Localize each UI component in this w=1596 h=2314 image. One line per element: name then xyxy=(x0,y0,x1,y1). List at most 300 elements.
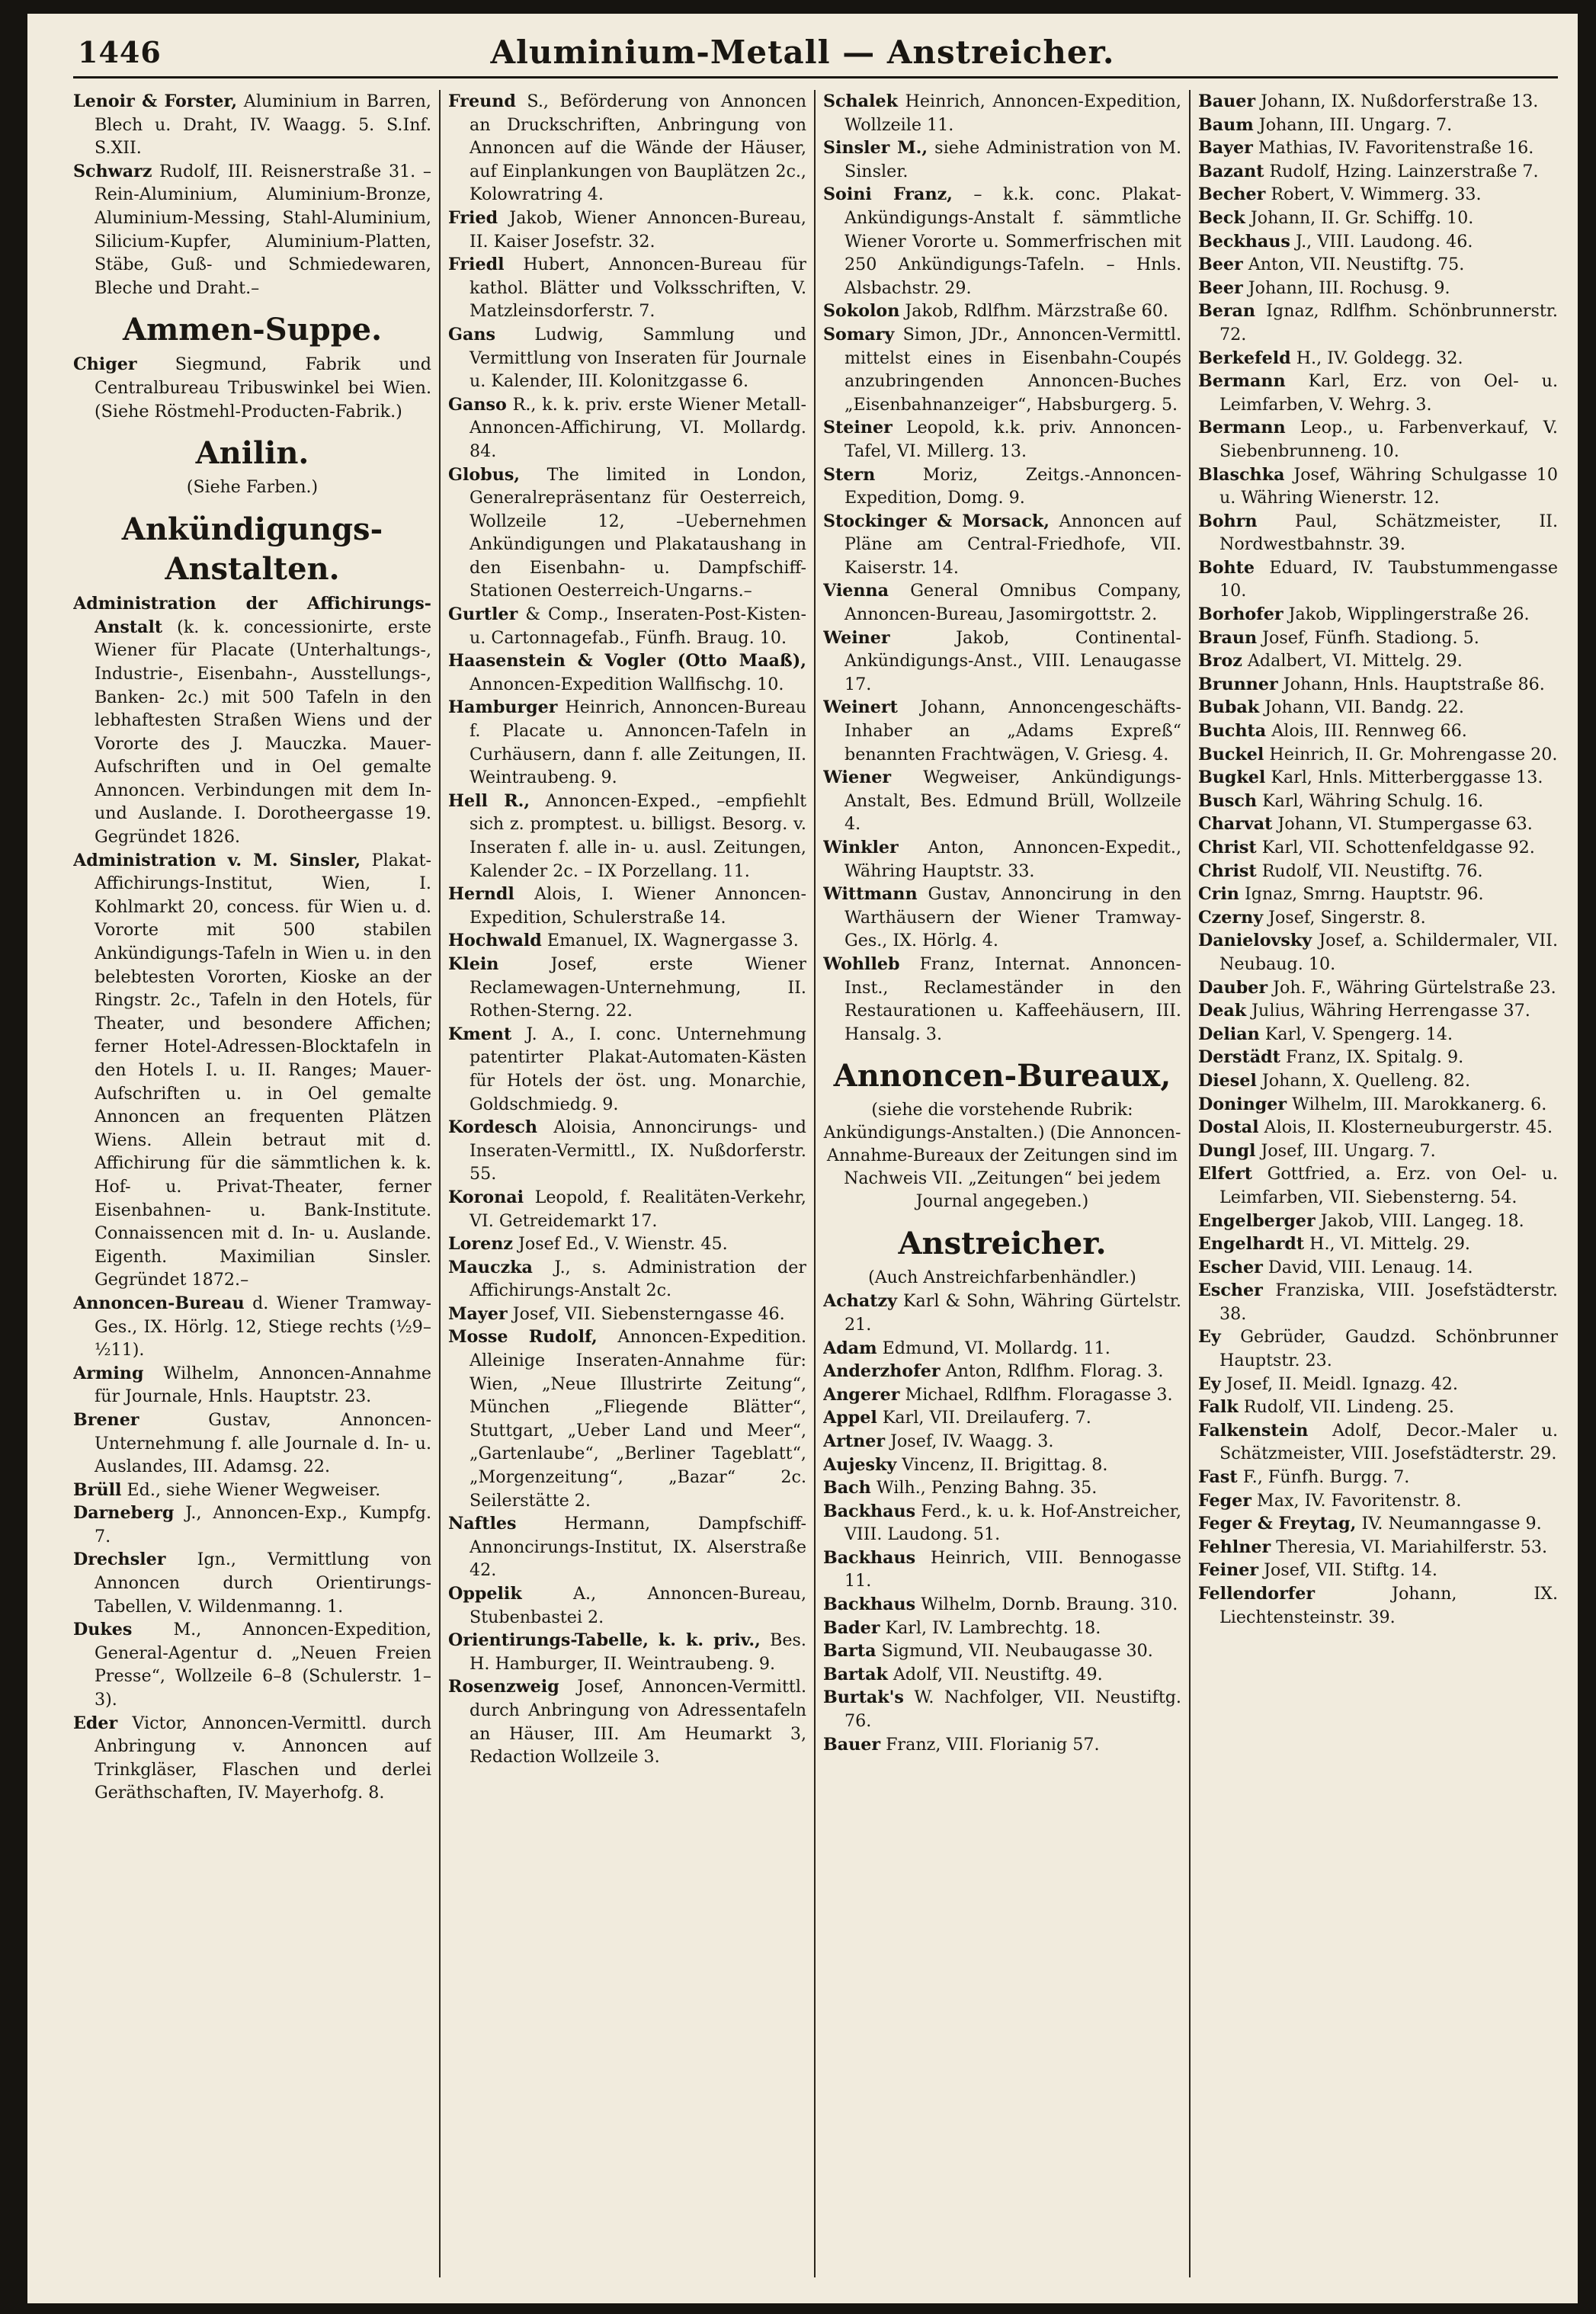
directory-entry xyxy=(448,1186,806,1232)
directory-entry xyxy=(448,790,806,883)
directory-entry xyxy=(73,90,431,160)
column-divider xyxy=(814,90,816,2277)
entry-details: Siegmund, Fabrik und Centralbureau Tribuswinkel bei Wien. (Siehe Röstmehl-Producten-Fabrik.) xyxy=(95,354,431,421)
page-number: 1446 xyxy=(78,35,162,69)
directory-entry xyxy=(1198,627,1558,650)
entry-name: Escher xyxy=(1198,1280,1263,1301)
entry-details: Gebrüder, Gaudzd. Schönbrunner Hauptstr. 23. xyxy=(1219,1327,1558,1371)
entry-name: Wiener xyxy=(823,768,892,788)
directory-entry xyxy=(448,1023,806,1116)
directory-entry xyxy=(1198,253,1558,277)
entry-details: Adolf, Decor.-Maler u. Schätzmeister, VIII. Josefstädterstr. 29. xyxy=(1219,1420,1558,1464)
page-title: Aluminium-Metall — Anstreicher. xyxy=(490,34,1115,71)
entry-details: Josef Ed., V. Wienstr. 45. xyxy=(512,1234,728,1255)
directory-entry xyxy=(1198,1582,1558,1629)
directory-entry xyxy=(823,510,1181,580)
entry-details: Theresia, VI. Mariahilferstr. 53. xyxy=(1271,1537,1548,1557)
entry-name: Buckel xyxy=(1198,744,1264,764)
entry-details: Josef, Singerstr. 8. xyxy=(1263,907,1426,928)
entry-name: Haasenstein & Vogler (Otto Maaß), xyxy=(448,651,806,671)
entry-name: Hell R., xyxy=(448,790,530,811)
directory-entry xyxy=(1198,812,1558,836)
entry-name: Wittmann xyxy=(823,884,918,905)
entry-details: R., k. k. priv. erste Wiener Metall-Annoncen-Affichirung, VI. Mollardg. 84. xyxy=(470,394,806,461)
entry-name: Chiger xyxy=(73,354,137,375)
entry-name: Gans xyxy=(448,324,495,345)
entry-details: Ludwig, Sammlung und Vermittlung von Inseraten für Journale u. Kalender, III. Kolonitzgasse 6. xyxy=(470,324,806,392)
directory-entry xyxy=(448,1325,806,1512)
entry-name: Bartak xyxy=(823,1664,888,1684)
directory-entry xyxy=(1198,1419,1558,1466)
entry-details: Josef, VII. Siebensterngasse 46. xyxy=(507,1303,785,1324)
entry-name: Beran xyxy=(1198,301,1256,322)
entry-name: Administration der Affichirungs-Anstalt xyxy=(73,594,431,637)
section-heading: Anilin. xyxy=(195,435,309,472)
directory-entry xyxy=(823,1430,1181,1453)
running-header xyxy=(27,29,1578,72)
entry-name: Deak xyxy=(1198,1001,1247,1021)
directory-entry xyxy=(1198,1489,1558,1513)
entry-details: Johann, X. Quelleng. 82. xyxy=(1256,1070,1471,1091)
entry-name: Dostal xyxy=(1198,1117,1259,1138)
entry-name: Falkenstein xyxy=(1198,1420,1309,1441)
directory-entry xyxy=(823,416,1181,463)
directory-entry xyxy=(823,1593,1181,1617)
entry-details: Hermann, Dampfschiff-Annoncirungs-Institut, IX. Alserstraße 42. xyxy=(470,1514,806,1581)
entry-details: Rudolf, III. Reisnerstraße 31. –Rein-Aluminium, Aluminium-Bronze, Aluminium-Messing, Stahl-Aluminium, Silicium-Kupfer, Aluminium-Platten, Stäbe, Guß- und Schmiedewaren, Bleche und Draht.– xyxy=(95,161,431,298)
directory-entry xyxy=(823,1663,1181,1687)
directory-entry xyxy=(1198,300,1558,346)
entry-name: Globus, xyxy=(448,464,521,485)
entry-name: Engelhardt xyxy=(1198,1234,1305,1255)
entry-name: Bermann xyxy=(1198,371,1286,392)
entry-name: Brüll xyxy=(73,1479,122,1500)
entry-details: d. Wiener Tramway-Ges., IX. Hörlg. 12, Stiege rechts (½9–½11). xyxy=(95,1293,431,1361)
entry-name: Kment xyxy=(448,1024,512,1044)
directory-entry xyxy=(448,1232,806,1256)
entry-details: J., s. Administration der Affichirungs-Anstalt 2c. xyxy=(470,1257,806,1301)
entry-details: A., Annoncen-Bureau, Stubenbastei 2. xyxy=(470,1584,806,1627)
entry-details: Ferd., k. u. k. Hof-Anstreicher, VIII. Laudong. 51. xyxy=(844,1501,1181,1545)
entry-details: Karl, Hnls. Mitterberggasse 13. xyxy=(1265,768,1543,788)
directory-entry xyxy=(1198,976,1558,1000)
entry-details: Jakob, Wipplingerstraße 26. xyxy=(1283,604,1530,625)
directory-entry xyxy=(823,136,1181,183)
directory-entry xyxy=(1198,1023,1558,1046)
entry-name: Friedl xyxy=(448,255,505,275)
directory-entry xyxy=(823,836,1181,883)
directory-entry xyxy=(823,1290,1181,1336)
entry-name: Christ xyxy=(1198,838,1257,857)
entry-details: Alois, II. Klosterneuburgerstr. 45. xyxy=(1258,1117,1553,1138)
entry-name: Winkler xyxy=(823,838,899,857)
entry-name: Blaschka xyxy=(1198,464,1285,485)
entry-name: Bugkel xyxy=(1198,768,1266,788)
entry-name: Lorenz xyxy=(448,1234,513,1255)
entry-details: W. Nachfolger, VII. Neustiftg. 76. xyxy=(844,1687,1181,1732)
entry-details: Karl, Erz. von Oel- u. Leimfarben, V. Wehrg. 3. xyxy=(1219,371,1558,415)
directory-entry xyxy=(1198,1162,1558,1209)
directory-entry xyxy=(448,1512,806,1582)
entry-name: Broz xyxy=(1198,651,1242,671)
entry-name: Beer xyxy=(1198,277,1243,298)
entry-details: – k.k. conc. Plakat-Ankündigungs-Anstalt f. sämmtliche Wiener Vororte u. Sommerfrischen mit 250 Ankündigungs-Tafeln. – Hnls. Alsbachstr. 29. xyxy=(844,184,1181,298)
entry-name: Artner xyxy=(823,1431,886,1451)
entry-details: Leopold, f. Realitäten-Verkehr, VI. Getreidemarkt 17. xyxy=(470,1187,806,1231)
entry-details: J. A., I. conc. Unternehmung patentirter Plakat-Automaten-Kästen für Hotels der öst. ung. Monarchie, Goldschmiedg. 9. xyxy=(470,1024,806,1114)
directory-entry xyxy=(1198,1093,1558,1117)
entry-details: Joh. F., Währing Gürtelstraße 23. xyxy=(1268,977,1556,998)
directory-entry xyxy=(73,592,431,849)
entry-details: Gustav, Annoncen-Unternehmung f. alle Journale d. In- u. Auslandes, III. Adamsg. 22. xyxy=(95,1409,431,1477)
directory-entry xyxy=(1198,790,1558,813)
entry-name: Vienna xyxy=(823,581,889,601)
entry-details: Leopold, k.k. priv. Annoncen-Tafel, VI. Millerg. 13. xyxy=(844,418,1181,461)
entry-name: Beckhaus xyxy=(1198,231,1290,252)
entry-details: J., VIII. Laudong. 46. xyxy=(1290,231,1473,252)
entry-name: Klein xyxy=(448,953,499,974)
entry-name: Charvat xyxy=(1198,814,1273,835)
entry-details: Johann, IX. Nußdorferstraße 13. xyxy=(1255,91,1539,111)
entry-details: J., Annoncen-Exp., Kumpfg. 7. xyxy=(95,1503,431,1546)
entry-details: Rudolf, VII. Neustiftg. 76. xyxy=(1256,861,1483,881)
entry-name: Gurtler xyxy=(448,604,518,625)
directory-entry xyxy=(823,1337,1181,1361)
entry-details: Rudolf, Hzing. Lainzerstraße 7. xyxy=(1264,161,1539,181)
entry-name: Backhaus xyxy=(823,1547,916,1568)
entry-details: Anton, Rdlfhm. Florag. 3. xyxy=(940,1361,1164,1382)
directory-entry xyxy=(1198,277,1558,300)
entry-name: Ey xyxy=(1198,1373,1221,1394)
entry-details: Heinrich, II. Gr. Mohrengasse 20. xyxy=(1264,744,1558,764)
directory-entry xyxy=(1198,1396,1558,1419)
entry-name: Stockinger & Morsack, xyxy=(823,511,1050,531)
directory-entry xyxy=(73,849,431,1292)
directory-entry xyxy=(448,696,806,789)
entry-details: Wilhelm, Annoncen-Annahme für Journale, Hnls. Hauptstr. 23. xyxy=(95,1363,431,1407)
entry-details: Edmund, VI. Mollardg. 11. xyxy=(877,1338,1110,1358)
directory-entry xyxy=(823,883,1181,953)
entry-name: Doninger xyxy=(1198,1094,1287,1114)
entry-name: Koronai xyxy=(448,1187,524,1207)
entry-details: Adalbert, VI. Mittelg. 29. xyxy=(1242,651,1463,671)
entry-details: Ed., siehe Wiener Wegweiser. xyxy=(121,1479,381,1500)
entry-name: Bader xyxy=(823,1617,880,1638)
directory-entry xyxy=(1198,836,1558,860)
entry-name: Borhofer xyxy=(1198,604,1284,625)
directory-entry xyxy=(823,1733,1181,1757)
entry-name: Brener xyxy=(73,1409,139,1430)
entry-name: Engelberger xyxy=(1198,1210,1316,1231)
entry-details: Gottfried, a. Erz. von Oel- u. Leimfarben, VII. Siebensterng. 54. xyxy=(1219,1164,1558,1207)
directory-entry xyxy=(1198,603,1558,627)
directory-entry xyxy=(823,1360,1181,1383)
section-note: (Siehe Farben.) xyxy=(186,478,319,498)
entry-details: Franziska, VIII. Josefstädterstr. 38. xyxy=(1219,1280,1558,1324)
entry-details: Plakat-Affichirungs-Institut, Wien, I. Kohlmarkt 20, concess. für Wien u. d. Vororte mit 500 stabilen Ankündigungs-Tafeln in Wien u. in den belebtesten Vororten, Kioske an der Ringstr. 2c., Tafeln in den Hotels, für Theater, und besondere Affichen; ferner Hotel-Adressen-Blocktafeln in den Hotels I. u. II. Ranges; Mauer-Aufschriften u. in Oel gemalte Annoncen an frequenten Plätzen Wiens. Allein betraut mit d. Affichirung für die sämmtlichen k. k. Hof- u. Privat-Theater, ferner Eisenbahnen- u. Bank-Institute. Connaissencen mit d. In- u. Auslande. Eigenth. Maximilian Sinsler. Gegründet 1872.– xyxy=(95,850,431,1290)
entry-details: Aloisia, Annoncirungs- und Inseraten-Vermittl., IX. Nußdorferstr. 55. xyxy=(470,1117,806,1184)
directory-entry xyxy=(1198,743,1558,767)
directory-entry xyxy=(823,300,1181,323)
entry-name: Bazant xyxy=(1198,161,1264,181)
directory-entry xyxy=(1198,556,1558,603)
entry-details: Josef, a. Schildermaler, VII. Neubaug. 10. xyxy=(1219,931,1558,974)
entry-name: Dungl xyxy=(1198,1140,1256,1161)
directory-entry xyxy=(1198,1139,1558,1163)
entry-details: Karl, Währing Schulg. 16. xyxy=(1257,790,1484,811)
entry-name: Arming xyxy=(73,1363,144,1383)
entry-name: Weinert xyxy=(823,697,898,718)
entry-name: Backhaus xyxy=(823,1501,916,1521)
directory-entry xyxy=(1198,370,1558,416)
directory-entry xyxy=(448,90,806,207)
entry-name: Bubak xyxy=(1198,697,1260,718)
entry-details: Rudolf, VII. Lindeng. 25. xyxy=(1238,1397,1454,1418)
entry-details: Johann, Hnls. Hauptstraße 86. xyxy=(1277,674,1545,694)
entry-details: Karl, IV. Lambrechtg. 18. xyxy=(880,1617,1101,1638)
directory-entry xyxy=(1198,1279,1558,1325)
directory-entry xyxy=(448,649,806,696)
directory-entry xyxy=(1198,906,1558,930)
entry-details: Karl, V. Spengerg. 14. xyxy=(1259,1024,1453,1044)
section-heading: Ankündigungs-Anstalten. xyxy=(121,511,383,588)
directory-entry xyxy=(1198,1512,1558,1536)
directory-entry xyxy=(1198,160,1558,184)
entry-name: Brunner xyxy=(1198,674,1278,694)
directory-entry xyxy=(448,929,806,953)
entry-details: Anton, Annoncen-Expedit., Währing Hauptstr. 33. xyxy=(844,838,1181,881)
entry-details: Heinrich, VIII. Bennogasse 11. xyxy=(844,1547,1181,1591)
directory-entry xyxy=(1198,673,1558,697)
entry-details: Wilhelm, Dornb. Braung. 310. xyxy=(915,1594,1178,1615)
directory-entry xyxy=(823,183,1181,300)
entry-name: Delian xyxy=(1198,1024,1260,1044)
directory-entry xyxy=(1198,1069,1558,1093)
entry-details: M., Annoncen-Expedition, General-Agentur d. „Neuen Freien Presse“, Wollzeile 6–8 (Schulerstr. 1–3). xyxy=(95,1620,431,1710)
directory-entry xyxy=(823,1476,1181,1500)
entry-details: Alois, I. Wiener Annoncen-Expedition, Schulerstraße 14. xyxy=(470,884,806,928)
entry-details: Josef, erste Wiener Reclamewagen-Unternehmung, II. Rothen-Sterng. 22. xyxy=(470,953,806,1021)
entry-details: H., VI. Mittelg. 29. xyxy=(1304,1234,1470,1255)
entry-name: Burtak's xyxy=(823,1687,904,1708)
directory-entry xyxy=(448,883,806,929)
entry-name: Bauer xyxy=(823,1734,881,1755)
entry-name: Derstädt xyxy=(1198,1047,1280,1068)
entry-name: Annoncen-Bureau xyxy=(73,1293,245,1313)
directory-entry xyxy=(1198,1466,1558,1489)
directory-entry xyxy=(823,627,1181,697)
entry-name: Somary xyxy=(823,324,895,345)
directory-entry xyxy=(73,160,431,300)
entry-name: Buchta xyxy=(1198,721,1267,742)
directory-entry xyxy=(823,766,1181,836)
entry-details: Johann, III. Rochusg. 9. xyxy=(1242,277,1450,298)
entry-details: Karl, VII. Schottenfeldgasse 92. xyxy=(1256,838,1535,857)
entry-name: Darneberg xyxy=(73,1503,175,1524)
entry-name: Sokolon xyxy=(823,301,900,322)
entry-name: Feger xyxy=(1198,1490,1251,1511)
entry-details: Jakob, Rdlfhm. Märzstraße 60. xyxy=(899,301,1168,322)
entry-name: Lenoir & Forster, xyxy=(73,91,238,111)
entry-details: Franz, IX. Spitalg. 9. xyxy=(1280,1047,1464,1068)
entry-details: Mathias, IV. Favoritenstraße 16. xyxy=(1252,138,1534,159)
entry-name: Appel xyxy=(823,1408,877,1428)
directory-entry xyxy=(1198,1325,1558,1372)
entry-name: Rosenzweig xyxy=(448,1677,559,1697)
entry-details: Annoncen-Exped., –empfiehlt sich z. promptest. u. billigst. Besorg. v. Inseraten f. alle in- u. ausl. Zeitungen, Kalender 2c. – IX Porzellang. 11. xyxy=(470,790,806,881)
directory-entry xyxy=(823,1639,1181,1663)
directory-entry xyxy=(1198,1232,1558,1256)
entry-details: Moriz, Zeitgs.-Annoncen-Expedition, Domg. 9. xyxy=(844,464,1181,508)
entry-name: Beer xyxy=(1198,255,1243,275)
directory-entry xyxy=(73,1362,431,1409)
column-divider xyxy=(1189,90,1191,2277)
entry-name: Schwarz xyxy=(73,161,152,181)
entry-name: Becher xyxy=(1198,184,1266,205)
entry-details: & Comp., Inseraten-Post-Kisten- u. Cartonnagefab., Fünfh. Braug. 10. xyxy=(470,604,806,648)
entry-details: Josef, IV. Waagg. 3. xyxy=(885,1431,1054,1451)
entry-details: Anton, VII. Neustiftg. 75. xyxy=(1242,255,1465,275)
entry-details: Johann, III. Ungarg. 7. xyxy=(1253,114,1453,135)
directory-entry xyxy=(823,1383,1181,1407)
entry-name: Bohrn xyxy=(1198,511,1258,531)
directory-entry xyxy=(823,323,1181,416)
entry-name: Freund xyxy=(448,91,516,111)
directory-entry xyxy=(448,1116,806,1186)
entry-details: Paul, Schätzmeister, II. Nordwestbahnstr. 39. xyxy=(1219,511,1558,555)
entry-name: Feger & Freytag, xyxy=(1198,1514,1357,1534)
entry-name: Steiner xyxy=(823,418,893,438)
entry-name: Berkefeld xyxy=(1198,348,1291,368)
entry-details: Josef, III. Ungarg. 7. xyxy=(1255,1140,1436,1161)
entry-details: Vincenz, II. Brigittag. 8. xyxy=(896,1454,1108,1475)
entry-name: Herndl xyxy=(448,884,514,905)
entry-details: Josef, II. Meidl. Ignazg. 42. xyxy=(1220,1373,1458,1394)
entry-details: Max, IV. Favoritenstr. 8. xyxy=(1251,1490,1462,1511)
entry-name: Bohte xyxy=(1198,557,1255,578)
directory-entry xyxy=(448,207,806,253)
directory-entry xyxy=(823,1406,1181,1430)
entry-name: Angerer xyxy=(823,1384,900,1405)
directory-entry xyxy=(1198,207,1558,230)
entry-details: Wilh., Penzing Bahng. 35. xyxy=(870,1478,1098,1498)
entry-name: Elfert xyxy=(1198,1164,1252,1184)
entry-details: Karl & Sohn, Währing Gürtelstr. 21. xyxy=(844,1291,1181,1335)
section-note: (siehe die vorstehende Rubrik: Ankündigungs-Anstalten.) (Die Annoncen-Annahme-Bureaux der Zeitungen sind im Nachweis VII. „Zeitungen“ bei jedem Journal angegeben.) xyxy=(823,1101,1181,1212)
directory-entry xyxy=(1198,883,1558,906)
entry-name: Orientirungs-Tabelle, k. k. priv., xyxy=(448,1630,761,1651)
entry-details: Josef, Währing Schulgasse 10 u. Währing Wienerstr. 12. xyxy=(1219,464,1558,508)
entry-name: Bayer xyxy=(1198,138,1253,159)
directory-entry xyxy=(823,1617,1181,1640)
entry-name: Mosse Rudolf, xyxy=(448,1327,598,1348)
entry-name: Adam xyxy=(823,1338,877,1358)
entry-name: Crin xyxy=(1198,884,1239,905)
entry-name: Fellendorfer xyxy=(1198,1584,1316,1604)
directory-entry xyxy=(1198,1256,1558,1280)
directory-entry xyxy=(448,393,806,463)
entry-name: Hochwald xyxy=(448,931,542,951)
entry-details: Johann, IX. Liechtensteinstr. 39. xyxy=(1219,1584,1558,1627)
entry-name: Feiner xyxy=(1198,1560,1259,1581)
entry-details: Heinrich, Annoncen-Expedition, Wollzeile 11. xyxy=(844,91,1181,135)
entry-details: Simon, JDr., Annoncen-Vermittl. mittelst eines in Eisenbahn-Coupés anzubringenden Annoncen-Buches „Eisenbahnanzeiger“, Habsburgerg. 5. xyxy=(844,324,1181,415)
entry-name: Ganso xyxy=(448,394,507,415)
directory-entry xyxy=(1198,720,1558,743)
directory-entry xyxy=(448,253,806,323)
entry-name: Bauer xyxy=(1198,91,1256,111)
entry-name: Ey xyxy=(1198,1327,1221,1348)
section-heading: Annoncen-Bureaux, xyxy=(833,1058,1171,1095)
directory-entry xyxy=(1198,510,1558,556)
entry-details: Victor, Annoncen-Vermittl. durch Anbringung v. Annoncen auf Trinkgläser, Flaschen und derlei Geräthschaften, IV. Mayerhofg. 8. xyxy=(95,1713,431,1803)
directory-entry xyxy=(1198,1046,1558,1069)
directory-entry xyxy=(1198,183,1558,207)
header-rule xyxy=(73,76,1558,79)
entry-name: Fried xyxy=(448,207,498,228)
directory-entry xyxy=(1198,999,1558,1023)
entry-details: Wegweiser, Ankündigungs-Anstalt, Bes. Edmund Brüll, Wollzeile 4. xyxy=(844,768,1181,835)
directory-entry xyxy=(73,1292,431,1362)
entry-name: Christ xyxy=(1198,861,1257,881)
directory-entry xyxy=(1198,463,1558,510)
directory-entry xyxy=(1198,696,1558,720)
directory-entry xyxy=(73,1548,431,1618)
entry-details: Gustav, Annoncirung in den Warthäusern der Wiener Tramway-Ges., IX. Hörlg. 4. xyxy=(844,884,1181,951)
directory-entry xyxy=(73,353,431,423)
entry-name: Drechsler xyxy=(73,1550,166,1570)
directory-entry xyxy=(448,463,806,604)
entry-details: Franz, VIII. Florianig 57. xyxy=(880,1734,1100,1755)
entry-name: Dauber xyxy=(1198,977,1268,998)
directory-entry xyxy=(823,463,1181,510)
entry-name: Czerny xyxy=(1198,907,1264,928)
entry-details: General Omnibus Company, Annoncen-Bureau, Jasomirgottstr. 2. xyxy=(844,581,1181,625)
entry-details: Josef, Fünfh. Stadiong. 5. xyxy=(1257,627,1479,648)
entry-name: Baum xyxy=(1198,114,1254,135)
entry-name: Mayer xyxy=(448,1303,508,1324)
entry-details: Julius, Währing Herrengasse 37. xyxy=(1246,1001,1530,1021)
section-heading: Ammen-Suppe. xyxy=(122,312,383,348)
entry-details: Alois, III. Rennweg 66. xyxy=(1266,721,1467,742)
directory-entry xyxy=(1198,230,1558,254)
directory-entry xyxy=(73,1479,431,1502)
entry-name: Achatzy xyxy=(823,1291,897,1312)
entry-details: Michael, Rdlfhm. Floragasse 3. xyxy=(899,1384,1173,1405)
entry-details: S., Beförderung von Annoncen an Druckschriften, Anbringung von Annoncen auf die Wände der Häuser, auf Einplankungen von Bauplätzen 2c., Kolowratring 4. xyxy=(470,91,806,205)
entry-details: (k. k. concessionirte, erste Wiener für Placate (Unterhaltungs-, Industrie-, Eisenbahn-, Ausstellungs-, Banken- 2c.) mit 500 Tafeln in den lebhaftesten Straßen Wiens und der Vororte des J. Mauczka. Mauer-Aufschriften und in Oel gemalte Annoncen. Verbindungen mit dem In- und Auslande. I. Dorotheergasse 19. Gegründet 1826. xyxy=(95,617,431,848)
entry-details: Josef, VII. Stiftg. 14. xyxy=(1258,1560,1437,1581)
directory-entry xyxy=(1198,649,1558,673)
entry-details: Ignaz, Rdlfhm. Schönbrunnerstr. 72. xyxy=(1219,301,1558,345)
entry-details: Wilhelm, III. Marokkanerg. 6. xyxy=(1287,1094,1547,1114)
entry-name: Fast xyxy=(1198,1467,1238,1488)
directory-entry xyxy=(1198,114,1558,137)
directory-entry xyxy=(448,603,806,649)
directory-entry xyxy=(1198,1536,1558,1559)
entry-name: Stern xyxy=(823,464,876,485)
column-3 xyxy=(823,90,1181,2277)
directory-entry xyxy=(1198,929,1558,976)
directory-entry xyxy=(1198,90,1558,114)
entry-name: Backhaus xyxy=(823,1594,916,1615)
directory-entry xyxy=(823,1500,1181,1546)
entry-name: Aujesky xyxy=(823,1454,897,1475)
entry-name: Mauczka xyxy=(448,1257,533,1277)
entry-name: Hamburger xyxy=(448,697,558,718)
directory-entry xyxy=(1198,1116,1558,1139)
entry-details: Johann, VII. Bandg. 22. xyxy=(1259,697,1464,718)
